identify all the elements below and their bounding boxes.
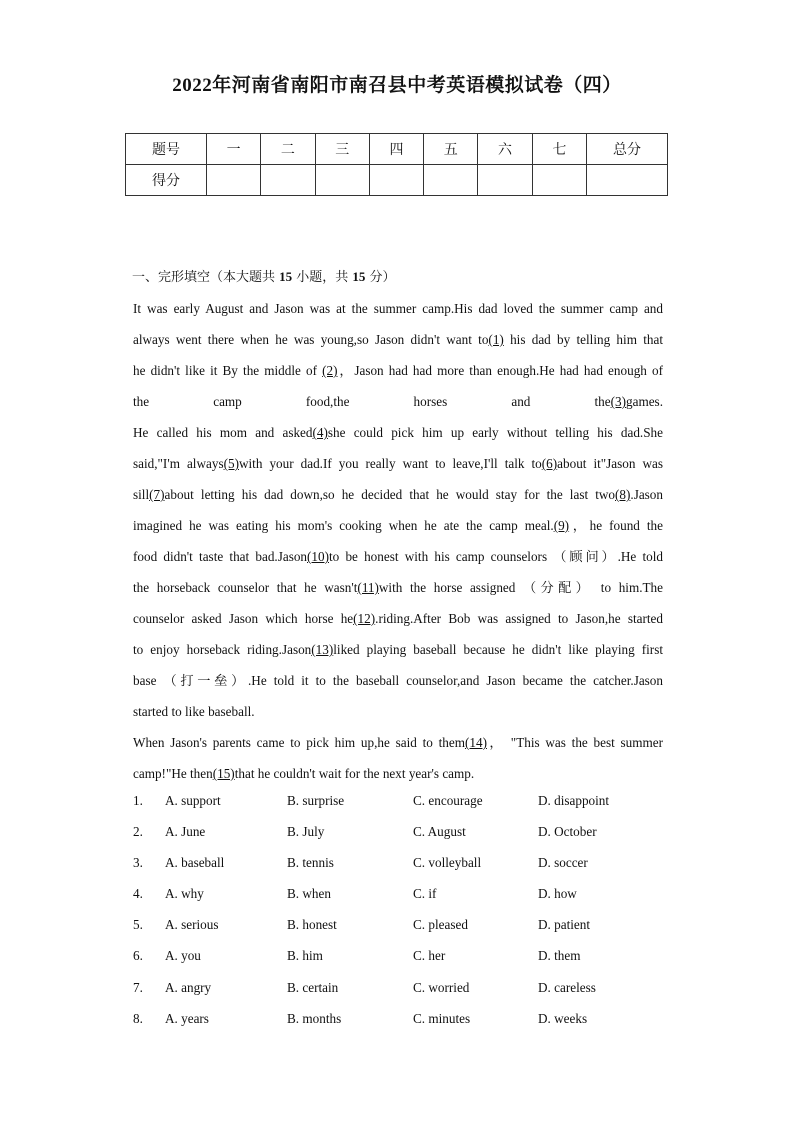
- score-cell: [369, 165, 423, 196]
- option-b[interactable]: B. months: [287, 1010, 342, 1026]
- cloze-blank[interactable]: (1): [488, 332, 504, 347]
- cloze-blank[interactable]: (10): [307, 549, 329, 564]
- passage-line: [133, 324, 663, 355]
- cloze-blank[interactable]: (9): [553, 518, 570, 533]
- passage-line: [133, 665, 663, 696]
- score-header-cell: 五: [424, 134, 478, 165]
- option-a[interactable]: A. June: [165, 824, 206, 840]
- passage-text: It was early August and Jason was at the summer camp.His dad loved the summer camp and: [133, 301, 663, 316]
- passage-text: she could pick him up early without telling his dad.She: [327, 425, 663, 440]
- question-number: 3.: [133, 855, 143, 871]
- section-prefix: 一、完形填空（本大题共: [132, 270, 280, 285]
- passage-text: to be honest with his camp counselors （顾问）.He told: [329, 549, 663, 564]
- option-b[interactable]: B. honest: [287, 917, 337, 933]
- passage-line: [133, 541, 663, 572]
- passage-text: food didn't taste that bad.Jason: [133, 549, 308, 564]
- question-number: 8.: [133, 1010, 143, 1026]
- passage-text: his dad by telling him that: [503, 332, 663, 347]
- option-d[interactable]: D. October: [538, 824, 597, 840]
- option-c[interactable]: C. August: [413, 824, 466, 840]
- passage-text: with your dad.If you really want to leave,I'll talk to: [238, 456, 542, 471]
- score-cell: [207, 165, 261, 196]
- question-row: [133, 980, 673, 1011]
- option-c[interactable]: C. if: [413, 886, 437, 902]
- score-header-cell: 四: [369, 134, 423, 165]
- option-d[interactable]: D. soccer: [538, 855, 588, 871]
- passage-text: said,"I'm always: [133, 456, 224, 471]
- option-a[interactable]: A. why: [165, 886, 204, 902]
- option-a[interactable]: A. you: [165, 948, 201, 964]
- answer-options: [133, 793, 673, 1042]
- passage-text: .Jason: [630, 487, 663, 502]
- passage-line: [133, 417, 663, 448]
- passage-text: ， "This was the best summer: [486, 735, 663, 750]
- passage-text: the horseback counselor that he wasn't: [133, 580, 358, 595]
- option-d[interactable]: D. how: [538, 886, 577, 902]
- option-a[interactable]: A. serious: [165, 917, 219, 933]
- option-c[interactable]: C. minutes: [413, 1010, 471, 1026]
- cloze-blank[interactable]: (4): [312, 425, 328, 440]
- question-row: [133, 855, 673, 886]
- passage-text: with the horse assigned （分配） to him.The: [378, 580, 664, 595]
- passage-text: camp!"He then: [133, 766, 213, 781]
- cloze-blank[interactable]: (12): [353, 611, 376, 626]
- passage-text: he didn't like it By the middle of: [133, 363, 323, 378]
- passage-text: ，Jason had had more than enough.He had had enough of: [337, 363, 663, 378]
- section-heading: [132, 266, 396, 285]
- section-mid: 小题，共: [292, 270, 353, 285]
- question-number: 7.: [133, 979, 143, 995]
- option-b[interactable]: B. July: [287, 824, 325, 840]
- score-cell: [315, 165, 369, 196]
- score-header-cell: 总分: [587, 134, 668, 165]
- score-cell: [587, 165, 668, 196]
- cloze-blank[interactable]: (6): [541, 456, 558, 471]
- passage-line: [133, 479, 663, 510]
- passage-text: liked playing baseball because he didn't like playing first: [333, 642, 663, 657]
- cloze-blank[interactable]: (8): [615, 487, 631, 502]
- question-row: [133, 1011, 673, 1042]
- score-header-cell: 三: [315, 134, 369, 165]
- passage-line: [133, 293, 663, 324]
- cloze-blank[interactable]: (15): [212, 766, 235, 781]
- score-cell: [478, 165, 532, 196]
- question-number: 2.: [133, 824, 143, 840]
- section-points: 15: [352, 269, 366, 284]
- passage-line: [133, 603, 663, 634]
- option-d[interactable]: D. them: [538, 948, 581, 964]
- score-table-score-row: [126, 165, 668, 196]
- passage-text: He called his mom and asked: [133, 425, 313, 440]
- option-c[interactable]: C. her: [413, 948, 446, 964]
- score-header-cell: 七: [532, 134, 586, 165]
- question-row: [133, 824, 673, 855]
- cloze-blank[interactable]: (5): [223, 456, 239, 471]
- section-count: 15: [279, 269, 293, 284]
- passage-line: [133, 758, 663, 789]
- option-a[interactable]: A. years: [165, 1010, 209, 1026]
- passage-line: [133, 572, 663, 603]
- passage-text: imagined he was eating his mom's cooking when he ate the camp meal.: [133, 518, 554, 533]
- question-number: 5.: [133, 917, 143, 933]
- option-c[interactable]: C. worried: [413, 979, 470, 995]
- option-b[interactable]: B. surprise: [287, 793, 345, 808]
- section-suffix: 分）: [365, 270, 396, 285]
- passage-text: about letting his dad down,so he decided that he would stay for the last two: [164, 487, 615, 502]
- score-cell: [532, 165, 586, 196]
- cloze-blank[interactable]: (13): [311, 642, 334, 657]
- passage-line: [133, 448, 663, 479]
- option-b[interactable]: B. him: [287, 948, 323, 964]
- option-b[interactable]: B. tennis: [287, 855, 334, 871]
- cloze-blank[interactable]: (3): [610, 394, 626, 409]
- passage-text: When Jason's parents came to pick him up,he said to them: [133, 735, 465, 750]
- question-number: 1.: [133, 793, 143, 808]
- score-cell: [424, 165, 478, 196]
- option-a[interactable]: A. angry: [165, 979, 212, 995]
- passage-text: to enjoy horseback riding.Jason: [133, 642, 312, 657]
- score-table: [125, 133, 668, 196]
- passage-line: [133, 355, 663, 386]
- question-row: [133, 948, 673, 979]
- passage-line: [133, 634, 663, 665]
- passage-text: always went there when he was young,so Jason didn't want to: [133, 332, 489, 347]
- passage-line: [133, 386, 663, 417]
- option-d[interactable]: D. disappoint: [538, 793, 610, 808]
- option-c[interactable]: C. volleyball: [413, 855, 482, 871]
- score-table-header-row: [126, 134, 668, 165]
- question-number: 4.: [133, 886, 143, 902]
- score-cell: [261, 165, 315, 196]
- option-a[interactable]: A. support: [165, 793, 221, 808]
- cloze-blank[interactable]: (11): [357, 580, 379, 595]
- passage-text: .riding.After Bob was assigned to Jason,he started: [375, 611, 663, 626]
- passage-text: counselor asked Jason which horse he: [133, 611, 354, 626]
- option-c[interactable]: C. pleased: [413, 917, 468, 933]
- passage-text: started to like baseball.: [133, 704, 255, 719]
- passage-text: the camp food,the horses and the: [133, 394, 611, 409]
- cloze-blank[interactable]: (2): [322, 363, 338, 378]
- passage-text: base （打一垒）.He told it to the baseball counselor,and Jason became the catcher.Jason: [133, 673, 663, 688]
- score-header-cell: 题号: [126, 134, 207, 165]
- option-d[interactable]: D. patient: [538, 917, 591, 933]
- page-title: 2022年河南省南阳市南召县中考英语模拟试卷（四）: [172, 75, 622, 96]
- passage-text: ，he found the: [569, 518, 663, 533]
- question-row: [133, 886, 673, 917]
- question-number: 6.: [133, 948, 143, 964]
- passage-text: sill: [133, 487, 150, 502]
- cloze-blank[interactable]: (14): [464, 735, 487, 750]
- passage-line: [133, 510, 663, 541]
- cloze-passage: [133, 293, 663, 789]
- passage-line: [133, 727, 663, 758]
- option-a[interactable]: A. baseball: [165, 855, 225, 871]
- option-b[interactable]: B. when: [287, 886, 331, 902]
- score-header-cell: 二: [261, 134, 315, 165]
- option-b[interactable]: B. certain: [287, 979, 339, 995]
- cloze-blank[interactable]: (7): [149, 487, 165, 502]
- option-d[interactable]: D. weeks: [538, 1010, 588, 1026]
- passage-text: that he couldn't wait for the next year's camp.: [234, 766, 475, 781]
- passage-text: about it"Jason was: [557, 456, 664, 471]
- question-row: [133, 793, 673, 824]
- passage-text: games.: [626, 394, 663, 409]
- passage-line: [133, 696, 663, 727]
- option-c[interactable]: C. encourage: [413, 793, 483, 808]
- option-d[interactable]: D. careless: [538, 979, 596, 995]
- score-row-label: 得分: [126, 165, 207, 196]
- score-header-cell: 一: [207, 134, 261, 165]
- score-header-cell: 六: [478, 134, 532, 165]
- question-row: [133, 917, 673, 948]
